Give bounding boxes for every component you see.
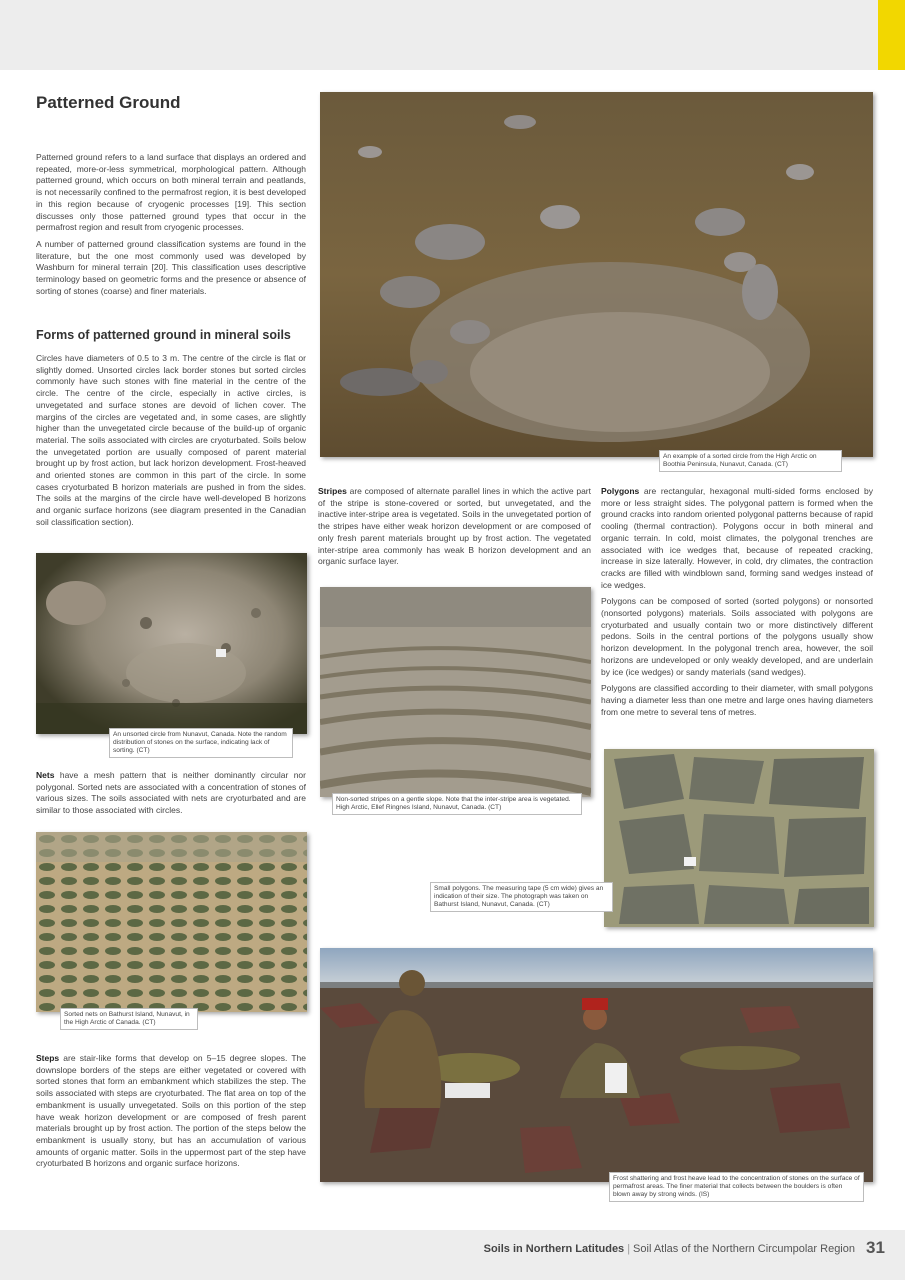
- page-number: 31: [866, 1238, 885, 1257]
- caption-stripes: Non-sorted stripes on a gentle slope. Note that the inter-stripe area is vegetated. High Arctic, Ellef Ringnes Island, Nunavut, Canada. (CT): [332, 793, 582, 815]
- steps-text: [36, 1053, 306, 1175]
- caption-unsorted-circle: An unsorted circle from Nunavut, Canada. Note the random distribution of stones on the surface, indicating lack of sorting. (CT): [109, 728, 293, 758]
- footer-band: [0, 1230, 905, 1280]
- section-subtitle: Forms of patterned ground in mineral soils: [36, 328, 291, 342]
- circles-text: [36, 353, 306, 534]
- photo-sorted-nets: [36, 832, 307, 1012]
- nets-paragraph: have a mesh pattern that is neither dominantly circular nor polygonal. Sorted nets are associated with a concentration of stones of various sizes. The soils associated with nets are cryoturbated and are similar to those associated with circles.: [36, 770, 306, 816]
- footer-atlas-title: Soil Atlas of the Northern Circumpolar Region: [633, 1243, 855, 1255]
- caption-sorted-nets: Sorted nets on Bathurst Island, Nunavut, in the High Arctic of Canada. (CT): [60, 1008, 198, 1030]
- polygons-lead: Polygons: [601, 486, 640, 496]
- nets-lead: Nets: [36, 770, 55, 780]
- nets-text: [36, 770, 306, 822]
- photo-stripes: [320, 587, 591, 797]
- polygons-paragraph-3: Polygons are classified according to their diameter, with small polygons having a diameter less than one metre and large ones having diameters from one metre to several tens of metres.: [601, 683, 873, 717]
- section-color-tab: [878, 0, 905, 70]
- stripes-text: [318, 486, 591, 573]
- circles-paragraph: Circles have diameters of 0.5 to 3 m. The centre of the circle is flat or slightly domed. Unsorted circles lack border stones but sorted circles commonly have such stones with fine material in the centre of the circle. The centre of the circle, especially in active circles, is unvegetated and surface stones are devoid of lichen cover. The margins of the circles are vegetated and, in some cases, are slightly higher than the unvegetated circle because of the build-up of organic material. The soils associated with circles are cryoturbated. Soils below the unvegetated portion are usually composed of parent material brought up by frost action, but lack horizon development. Frost-heaved and oriented stones are common in this part of the circle. In some cases cryoturbated B horizon materials are pushed in from the sides. The soils at the margins of the circle have well-developed B horizons and organic surface horizons (see diagram presented in the Canadian soil classification section).: [36, 353, 306, 527]
- caption-frost-shattering: Frost shattering and frost heave lead to the concentration of stones on the surface of permafrost areas. The finer material that collects between the boulders is often blown away by strong winds. (IS): [609, 1172, 864, 1202]
- photo-frost-shattering: [320, 948, 873, 1182]
- stripes-lead: Stripes: [318, 486, 347, 496]
- polygons-paragraph-1: are rectangular, hexagonal multi-sided forms enclosed by more or less straight sides. The polygonal pattern is formed when the ground cracks into random oriented polygonal patterns because of rapid cooling (thermal contraction). Polygons occur in both mineral and organic terrain. In cold, moist climates, the polygonal trenches are associated with ice wedges that, because of repeated cracking, increase in size laterally. However, in cold, dry climates, the contraction cracks are filled with windblown sand, forming sand wedges instead of ice wedges.: [601, 486, 873, 590]
- footer-title: [484, 1243, 855, 1255]
- polygons-paragraph-2: Polygons can be composed of sorted (sorted polygons) or nonsorted (nonsorted polygons) materials. Soils associated with polygons are cryoturbated and usually contain two or more distinctively different pedons. Soils in the central portions of the polygons usually show horizon development. In the polygonal trench area, however, the soil horizons are undeveloped or only weakly developed, and are underlain by ice (ice wedges) or sandy materials (sand wedges).: [601, 596, 873, 677]
- intro-text: [36, 152, 306, 302]
- footer-book-title: Soils in Northern Latitudes: [483, 1243, 625, 1255]
- intro-paragraph-2: A number of patterned ground classification systems are found in the literature, but the one most commonly used was developed by Washburn for mineral terrain [20]. This classification uses descriptive terminology based on geometric forms and the presence or absence of sorting of stones (coarse) and finer materials.: [36, 238, 306, 296]
- page-title: Patterned Ground: [36, 93, 181, 112]
- caption-small-polygons: Small polygons. The measuring tape (5 cm wide) gives an indication of their size. The photograph was taken on Bathurst Island, Nunavut, Canada. (CT): [430, 882, 613, 912]
- intro-paragraph-1: Patterned ground refers to a land surface that displays an ordered and repeated, more-or-less symmetrical, morphological pattern. Although patterned ground, which occurs on both mineral terrain and peatlands, is not necessarily confined to the permafrost region, it is best developed in this region because of cryogenic processes [19]. This section discusses only those patterned ground types that occur in the permafrost region and result from cryogenic processes.: [36, 152, 306, 233]
- steps-paragraph: are stair-like forms that develop on 5–15 degree slopes. The downslope borders of the steps are either vegetated or covered with sorted stones that form an embankment which stabilizes the step. The soils associated with steps are cryoturbated. The flat area on top of the embankment is usually unvegetated. Soils on this portion of the step have weak horizon development or are composed of fresh parent materials brought up by frost action. The portion of the steps below the embankment is usually stony, but has an accumulation of various amounts of organic matter. Soils in the uppermost part of the step have cryoturbated B horizons and organic surface horizons.: [36, 1053, 306, 1169]
- footer-separator: |: [627, 1243, 631, 1255]
- photo-sorted-circle: [320, 92, 873, 457]
- photo-unsorted-circle: [36, 553, 307, 734]
- steps-lead: Steps: [36, 1053, 60, 1063]
- caption-sorted-circle: An example of a sorted circle from the High Arctic on Boothia Peninsula, Nunavut, Canada. (CT): [659, 450, 842, 472]
- photo-small-polygons: [604, 749, 874, 927]
- polygons-text: [601, 486, 873, 723]
- header-band: [0, 0, 905, 70]
- stripes-paragraph: are composed of alternate parallel lines in which the active part of the stripe is stone-covered or sorted, but unvegetated, and the inactive inter-stripe area is vegetated. Soils in the unvegetated portion of the stripes have either weak horizon development or are composed of only fresh parent materials brought up by frost action. The vegetated inter-stripe area commonly has weak B horizon development and an organic surface layer.: [318, 486, 591, 567]
